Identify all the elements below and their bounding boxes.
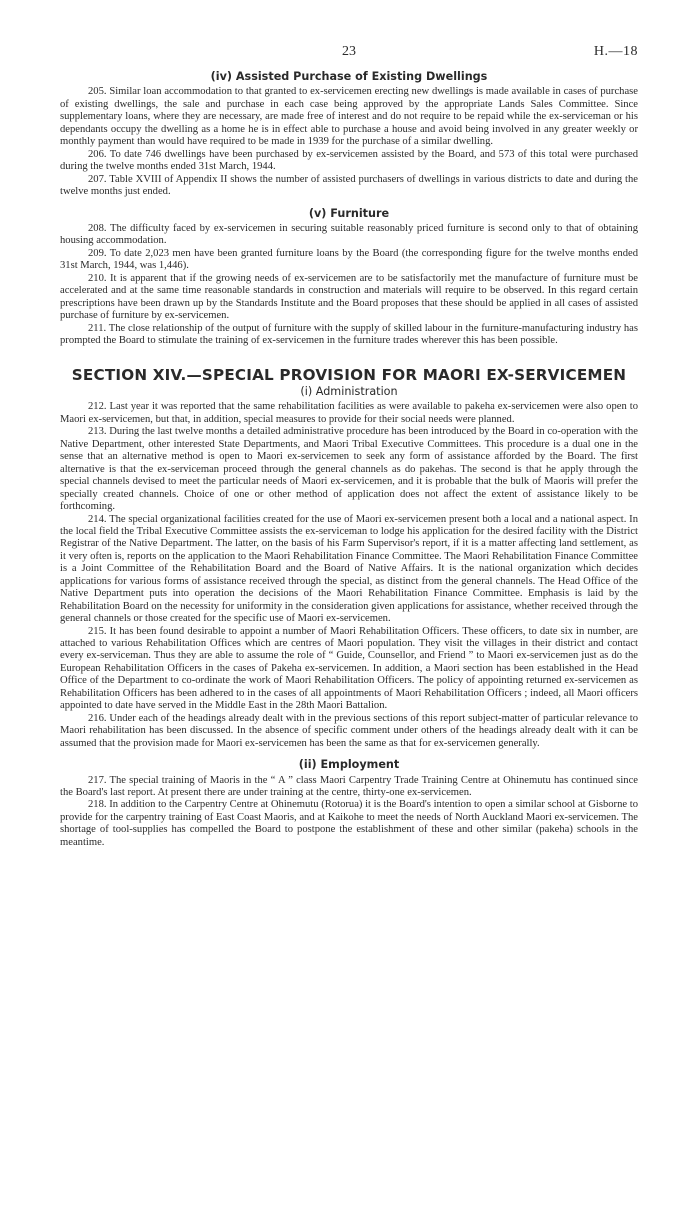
paragraph-209: 209. To date 2,023 men have been granted furniture loans by the Board (the corresponding figure for the twelve months ended 31st March, 1944, was 1,446). <box>60 247 638 272</box>
subheading-assisted-purchase: (iv) Assisted Purchase of Existing Dwellings <box>210 70 488 83</box>
paragraph-215: 215. It has been found desirable to appoint a number of Maori Rehabilitation Officers. These officers, to date six in number, are attached to various Rehabilitation Offices which are centres of Maori population. They visit the villages in their district and contact every ex-serviceman. Thus they are able to assume the role of “ Guide, Counsellor, and Friend ” to Maori ex-servicemen just as do the European Rehabilitation Officers in the cases of Pakeha ex-servicemen. In addition, a Maori section has been established in the Head Office of the Department to co-ordinate the work of Maori Rehabilitation Officers. The policy of appointing returned ex-servicemen as Rehabilitation Officers has been adhered to in the cases of all appointments of Maori Rehabilitation Officers ; indeed, all Maori officers appointed to date have served in the Middle East in the 28th Maori Battalion. <box>60 625 638 712</box>
section-heading-maori: SECTION XIV.—SPECIAL PROVISION FOR MAORI EX-SERVICEMEN <box>71 365 627 384</box>
subheading-furniture: (v) Furniture <box>308 206 390 220</box>
paragraph-211: 211. The close relationship of the output of furniture with the supply of skilled labour in the furniture-manufacturing industry has prompted the Board to stimulate the training of ex-servicemen in the furniture trades wherever this has been possible. <box>60 322 638 347</box>
paragraph-205: 205. Similar loan accommodation to that granted to ex-servicemen erecting new dwellings is made available in cases of purchase of existing dwellings, the sale and purchase in each case being approved by the appropriate Lands Sales Committee. Since supplementary loans, where they are necessary, are made free of interest and do not require to be repaid while the ex-serviceman or his dependants occupy the dwelling as a home he is in effect able to purchase a house and avoid being involved in any greater weekly or monthly payment than would have required to be made in 1939 for the purchase of a similar dwelling. <box>60 86 638 148</box>
document-reference: H.—18 <box>593 44 638 59</box>
paragraph-217: 217. The special training of Maoris in the “ A ” class Maori Carpentry Trade Training Centre at Ohinemutu has continued since the Board's last report. At present there are under training at the centre, thirty-one ex-servicemen. <box>60 774 638 799</box>
page-number: 23 <box>342 44 356 59</box>
subheading-employment: (ii) Employment <box>298 758 400 772</box>
paragraph-214: 214. The special organizational facilities created for the use of Maori ex-servicemen present both a local and a national aspect. In the local field the Tribal Executive Committee assists the ex-serviceman to lodge his application for the desired facility with the District Registrar of the Native Department. The latter, on the basis of his Farm Supervisor's report, if it is a matter affecting land settlement, as it very often is, reports on the application to the Maori Rehabilitation Finance Committee. The Maori Rehabilitation Finance Committee is a Joint Committee of the Rehabilitation Board and the Board of Native Affairs. It is the national organization which decides applications for various forms of assistance received through the special, as distinct from the general channels. The Head Office of the Native Department puts into operation the decisions of the Maori Rehabilitation Finance Committee. Emphasis is laid by the Rehabilitation Board on the necessity for uniformity in the consideration given applications for assistance, whether received through the general channels or those created for the specific use of Maori ex-servicemen. <box>60 513 638 625</box>
page-header <box>60 46 638 66</box>
paragraph-218: 218. In addition to the Carpentry Centre at Ohinemutu (Rotorua) it is the Board's intention to open a similar school at Gisborne to provide for the carpentry training of East Coast Maoris, and at Kaikohe to meet the needs of North Auckland Maori ex-servicemen. The shortage of tool-supplies has compelled the Board to postpone the establishment of these and other similar (pakeha) schools in the meantime. <box>60 799 638 848</box>
paragraph-206: 206. To date 746 dwellings have been purchased by ex-servicemen assisted by the Board, and 573 of this total were purchased during the twelve months ended 31st March, 1944. <box>60 148 638 173</box>
paragraph-207: 207. Table XVIII of Appendix II shows the number of assisted purchasers of dwellings in various districts to date and during the twelve months just ended. <box>60 173 638 198</box>
paragraph-212: 212. Last year it was reported that the same rehabilitation facilities as were available to pakeha ex-servicemen were also open to Maori ex-servicemen, but that, in addition, special measures to provide for their social needs were planned. <box>60 401 638 425</box>
subheading-administration: (i) Administration <box>300 384 398 398</box>
paragraph-210: 210. It is apparent that if the growing needs of ex-servicemen are to be satisfactorily met the manufacture of furniture must be accelerated and at the same time reasonable standards in construction and materials will require to be observed. In this regard certain prescriptions have been drawn up by the Standards Institute and the Board proposes that these should be applied in all cases of assisted purchase of furniture by ex-servicemen. <box>60 272 638 322</box>
paragraph-213: 213. During the last twelve months a detailed administrative procedure has been introduced by the Board in co-operation with the Native Department, other interested State Departments, and Maori Tribal Executive Committees. This procedure is a dual one in the sense that an alternative method is open to Maori ex-servicemen to seek any form of assistance afforded by the Board. The first alternative is that the ex-serviceman proceed through the general channels as do pakehas. The second is that he apply through the special channels devised to meet the particular needs of Maori ex-servicemen, and it is probable that the bulk of Maoris will prefer the specially created channels. Choice of one or other method of application does not affect the extent of assistance likely to be forthcoming. <box>60 426 638 513</box>
paragraph-216: 216. Under each of the headings already dealt with in the previous sections of this report subject-matter of particular relevance to Maori rehabilitation has been discussed. In the absence of specific comment under others of the headings already dealt with it can be assumed that the provision made for Maori ex-servicemen has been the same as that for ex-servicemen generally. <box>60 712 638 749</box>
paragraph-208: 208. The difficulty faced by ex-servicemen in securing suitable reasonably priced furniture is second only to that of obtaining housing accommodation. <box>60 222 638 247</box>
